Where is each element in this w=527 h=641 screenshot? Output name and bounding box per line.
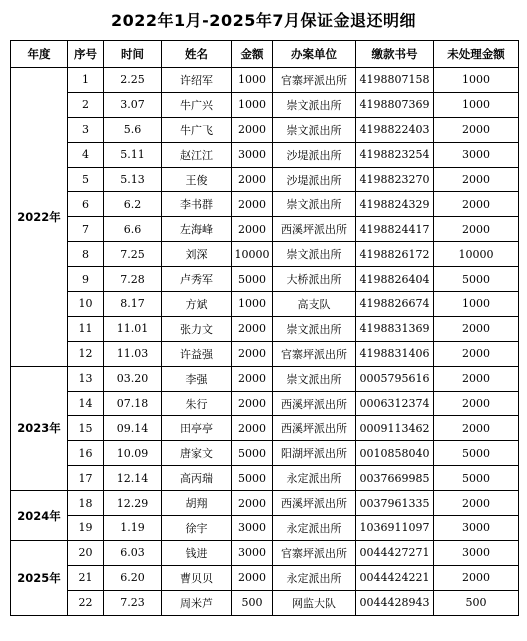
cell-unprocessed: 2000 (434, 117, 519, 142)
cell-unprocessed: 2000 (434, 341, 519, 366)
cell-receipt: 4198831369 (356, 316, 434, 341)
cell-seq: 5 (68, 167, 104, 192)
cell-time: 03.20 (104, 366, 162, 391)
header-unit: 办案单位 (273, 41, 356, 68)
cell-name: 徐宇 (162, 516, 232, 541)
cell-unprocessed: 2000 (434, 316, 519, 341)
page-title: 2022年1月-2025年7月保证金退还明细 (111, 11, 416, 30)
cell-time: 6.6 (104, 217, 162, 242)
header-year: 年度 (11, 41, 68, 68)
cell-unprocessed: 5000 (434, 441, 519, 466)
cell-name: 朱行 (162, 391, 232, 416)
table-row (11, 341, 519, 366)
cell-receipt: 4198826404 (356, 267, 434, 292)
header-receipt: 缴款书号 (356, 41, 434, 68)
cell-unprocessed: 1000 (434, 68, 519, 93)
cell-amount: 500 (232, 590, 273, 615)
cell-amount: 2000 (232, 565, 273, 590)
table-row (11, 516, 519, 541)
cell-unit: 永定派出所 (273, 516, 356, 541)
cell-time: 3.07 (104, 92, 162, 117)
cell-name: 方斌 (162, 292, 232, 317)
cell-name: 王俊 (162, 167, 232, 192)
table-row (11, 565, 519, 590)
cell-name: 卢秀军 (162, 267, 232, 292)
table-row (11, 68, 519, 93)
cell-receipt: 0005795616 (356, 366, 434, 391)
cell-seq: 9 (68, 267, 104, 292)
cell-unprocessed: 2000 (434, 391, 519, 416)
cell-unit: 官寨坪派出所 (273, 540, 356, 565)
cell-time: 11.01 (104, 316, 162, 341)
cell-amount: 3000 (232, 516, 273, 541)
year-cell: 2024年 (11, 491, 68, 541)
cell-unprocessed: 500 (434, 590, 519, 615)
cell-name: 赵江江 (162, 142, 232, 167)
cell-receipt: 0037961335 (356, 491, 434, 516)
cell-unprocessed: 3000 (434, 516, 519, 541)
cell-amount: 2000 (232, 366, 273, 391)
cell-name: 李书群 (162, 192, 232, 217)
table-row (11, 192, 519, 217)
cell-seq: 13 (68, 366, 104, 391)
table-row (11, 316, 519, 341)
refund-table (10, 40, 519, 616)
cell-unit: 网监大队 (273, 590, 356, 615)
cell-receipt: 0037669985 (356, 466, 434, 491)
cell-time: 07.18 (104, 391, 162, 416)
cell-name: 胡翔 (162, 491, 232, 516)
cell-name: 曹贝贝 (162, 565, 232, 590)
cell-name: 唐家文 (162, 441, 232, 466)
cell-amount: 1000 (232, 292, 273, 317)
cell-seq: 21 (68, 565, 104, 590)
cell-unprocessed: 1000 (434, 92, 519, 117)
cell-name: 刘深 (162, 242, 232, 267)
cell-time: 09.14 (104, 416, 162, 441)
cell-amount: 2000 (232, 316, 273, 341)
header-row (11, 41, 519, 68)
cell-time: 8.17 (104, 292, 162, 317)
cell-receipt: 4198807158 (356, 68, 434, 93)
cell-seq: 4 (68, 142, 104, 167)
cell-name: 周米芦 (162, 590, 232, 615)
cell-seq: 16 (68, 441, 104, 466)
cell-unit: 崇文派出所 (273, 366, 356, 391)
year-cell: 2025年 (11, 540, 68, 615)
cell-time: 6.20 (104, 565, 162, 590)
cell-amount: 2000 (232, 416, 273, 441)
cell-receipt: 4198822403 (356, 117, 434, 142)
cell-seq: 3 (68, 117, 104, 142)
cell-time: 12.14 (104, 466, 162, 491)
cell-seq: 1 (68, 68, 104, 93)
cell-amount: 3000 (232, 540, 273, 565)
cell-unprocessed: 5000 (434, 466, 519, 491)
cell-seq: 11 (68, 316, 104, 341)
cell-unit: 崇文派出所 (273, 242, 356, 267)
header-time: 时间 (104, 41, 162, 68)
table-row (11, 590, 519, 615)
cell-name: 许益强 (162, 341, 232, 366)
cell-name: 田亭亭 (162, 416, 232, 441)
cell-name: 张力文 (162, 316, 232, 341)
cell-amount: 2000 (232, 491, 273, 516)
cell-unit: 永定派出所 (273, 565, 356, 590)
cell-seq: 18 (68, 491, 104, 516)
cell-receipt: 0006312374 (356, 391, 434, 416)
table-row (11, 167, 519, 192)
table-row (11, 540, 519, 565)
cell-unit: 官寨坪派出所 (273, 68, 356, 93)
cell-name: 李强 (162, 366, 232, 391)
table-row (11, 441, 519, 466)
cell-unit: 西溪坪派出所 (273, 416, 356, 441)
cell-time: 6.2 (104, 192, 162, 217)
table-row (11, 491, 519, 516)
cell-unprocessed: 10000 (434, 242, 519, 267)
cell-unprocessed: 2000 (434, 366, 519, 391)
cell-amount: 2000 (232, 117, 273, 142)
year-cell: 2023年 (11, 366, 68, 490)
cell-receipt: 0044427271 (356, 540, 434, 565)
cell-receipt: 4198826674 (356, 292, 434, 317)
cell-time: 5.11 (104, 142, 162, 167)
cell-seq: 17 (68, 466, 104, 491)
cell-name: 牛广飞 (162, 117, 232, 142)
cell-receipt: 4198826172 (356, 242, 434, 267)
cell-unit: 永定派出所 (273, 466, 356, 491)
cell-unprocessed: 2000 (434, 167, 519, 192)
header-seq: 序号 (68, 41, 104, 68)
cell-amount: 3000 (232, 142, 273, 167)
cell-seq: 20 (68, 540, 104, 565)
cell-receipt: 4198807369 (356, 92, 434, 117)
cell-amount: 2000 (232, 167, 273, 192)
cell-receipt: 0044428943 (356, 590, 434, 615)
cell-amount: 1000 (232, 92, 273, 117)
table-row (11, 92, 519, 117)
cell-unprocessed: 2000 (434, 565, 519, 590)
cell-seq: 15 (68, 416, 104, 441)
cell-receipt: 0009113462 (356, 416, 434, 441)
cell-time: 5.13 (104, 167, 162, 192)
cell-seq: 19 (68, 516, 104, 541)
cell-unprocessed: 2000 (434, 192, 519, 217)
table-row (11, 292, 519, 317)
table-row (11, 391, 519, 416)
cell-name: 许绍军 (162, 68, 232, 93)
cell-amount: 2000 (232, 391, 273, 416)
cell-unit: 沙堤派出所 (273, 167, 356, 192)
cell-seq: 22 (68, 590, 104, 615)
table-body (11, 68, 519, 616)
cell-amount: 10000 (232, 242, 273, 267)
table-row (11, 217, 519, 242)
cell-unit: 高支队 (273, 292, 356, 317)
cell-amount: 5000 (232, 466, 273, 491)
table-row (11, 117, 519, 142)
cell-seq: 7 (68, 217, 104, 242)
cell-unprocessed: 3000 (434, 540, 519, 565)
cell-time: 10.09 (104, 441, 162, 466)
cell-amount: 2000 (232, 192, 273, 217)
cell-amount: 1000 (232, 68, 273, 93)
cell-time: 11.03 (104, 341, 162, 366)
cell-time: 5.6 (104, 117, 162, 142)
cell-time: 1.19 (104, 516, 162, 541)
cell-amount: 2000 (232, 341, 273, 366)
cell-name: 牛广兴 (162, 92, 232, 117)
cell-unit: 沙堤派出所 (273, 142, 356, 167)
cell-unit: 崇文派出所 (273, 117, 356, 142)
cell-receipt: 4198823270 (356, 167, 434, 192)
cell-unprocessed: 2000 (434, 217, 519, 242)
cell-seq: 8 (68, 242, 104, 267)
cell-name: 左海峰 (162, 217, 232, 242)
cell-name: 钱进 (162, 540, 232, 565)
cell-seq: 14 (68, 391, 104, 416)
header-amount: 金额 (232, 41, 273, 68)
cell-seq: 12 (68, 341, 104, 366)
cell-seq: 6 (68, 192, 104, 217)
cell-unit: 大桥派出所 (273, 267, 356, 292)
table-row (11, 267, 519, 292)
cell-receipt: 4198823254 (356, 142, 434, 167)
cell-unit: 崇文派出所 (273, 192, 356, 217)
cell-name: 高丙瑞 (162, 466, 232, 491)
table-row (11, 242, 519, 267)
cell-time: 7.25 (104, 242, 162, 267)
table-row (11, 142, 519, 167)
cell-time: 6.03 (104, 540, 162, 565)
year-cell: 2022年 (11, 68, 68, 367)
cell-receipt: 1036911097 (356, 516, 434, 541)
cell-receipt: 4198831406 (356, 341, 434, 366)
cell-unit: 阳湖坪派出所 (273, 441, 356, 466)
table-row (11, 416, 519, 441)
cell-receipt: 4198824417 (356, 217, 434, 242)
cell-seq: 10 (68, 292, 104, 317)
cell-receipt: 0010858040 (356, 441, 434, 466)
cell-amount: 5000 (232, 267, 273, 292)
cell-time: 7.28 (104, 267, 162, 292)
cell-unprocessed: 2000 (434, 416, 519, 441)
header-unprocessed: 未处理金额 (434, 41, 519, 68)
cell-unit: 官寨坪派出所 (273, 341, 356, 366)
cell-unit: 崇文派出所 (273, 92, 356, 117)
cell-unit: 西溪坪派出所 (273, 391, 356, 416)
cell-amount: 5000 (232, 441, 273, 466)
cell-receipt: 4198824329 (356, 192, 434, 217)
header-name: 姓名 (162, 41, 232, 68)
cell-time: 7.23 (104, 590, 162, 615)
cell-unprocessed: 5000 (434, 267, 519, 292)
cell-receipt: 0044424221 (356, 565, 434, 590)
cell-unprocessed: 2000 (434, 491, 519, 516)
cell-unit: 崇文派出所 (273, 316, 356, 341)
cell-unit: 西溪坪派出所 (273, 491, 356, 516)
cell-unprocessed: 3000 (434, 142, 519, 167)
cell-unprocessed: 1000 (434, 292, 519, 317)
cell-amount: 2000 (232, 217, 273, 242)
cell-time: 12.29 (104, 491, 162, 516)
cell-time: 2.25 (104, 68, 162, 93)
cell-seq: 2 (68, 92, 104, 117)
table-row (11, 366, 519, 391)
table-row (11, 466, 519, 491)
cell-unit: 西溪坪派出所 (273, 217, 356, 242)
